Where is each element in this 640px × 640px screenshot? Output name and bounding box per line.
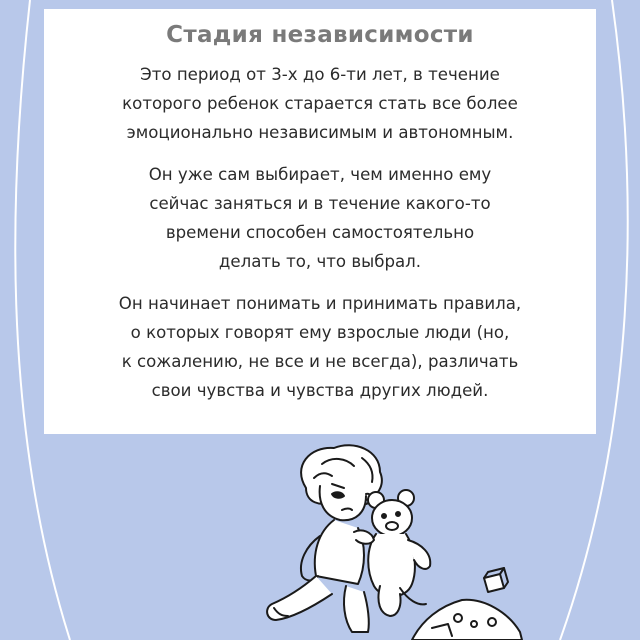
eye: [332, 492, 344, 497]
info-card: [44, 9, 596, 434]
paragraph-choice: Он уже сам выбирает, чем именно ему сейчас заняться и в течение какого-то времени способен самостоятельно делать то, что выбрал.: [148, 165, 492, 271]
toy-box-lid: [412, 600, 522, 640]
bear-body: [368, 534, 415, 596]
hand: [354, 530, 374, 543]
child-with-teddy-illustration: [262, 436, 532, 640]
paragraph-rules: Он начинает понимать и принимать правила, о которых говорят ему взрослые люди (но, к сожалению, не все и не всегда), различать свои чувства и чувства других людей.: [118, 294, 522, 400]
card-title: Стадия независимости: [166, 22, 474, 48]
toy-block: [484, 568, 508, 592]
shirt: [315, 520, 364, 584]
right-leg: [344, 586, 369, 632]
left-leg: [267, 576, 332, 620]
paragraph-age-range: Это период от 3-х до 6-ти лет, в течение которого ребенок старается стать все более эмоционально независимым и автономным.: [122, 65, 518, 142]
